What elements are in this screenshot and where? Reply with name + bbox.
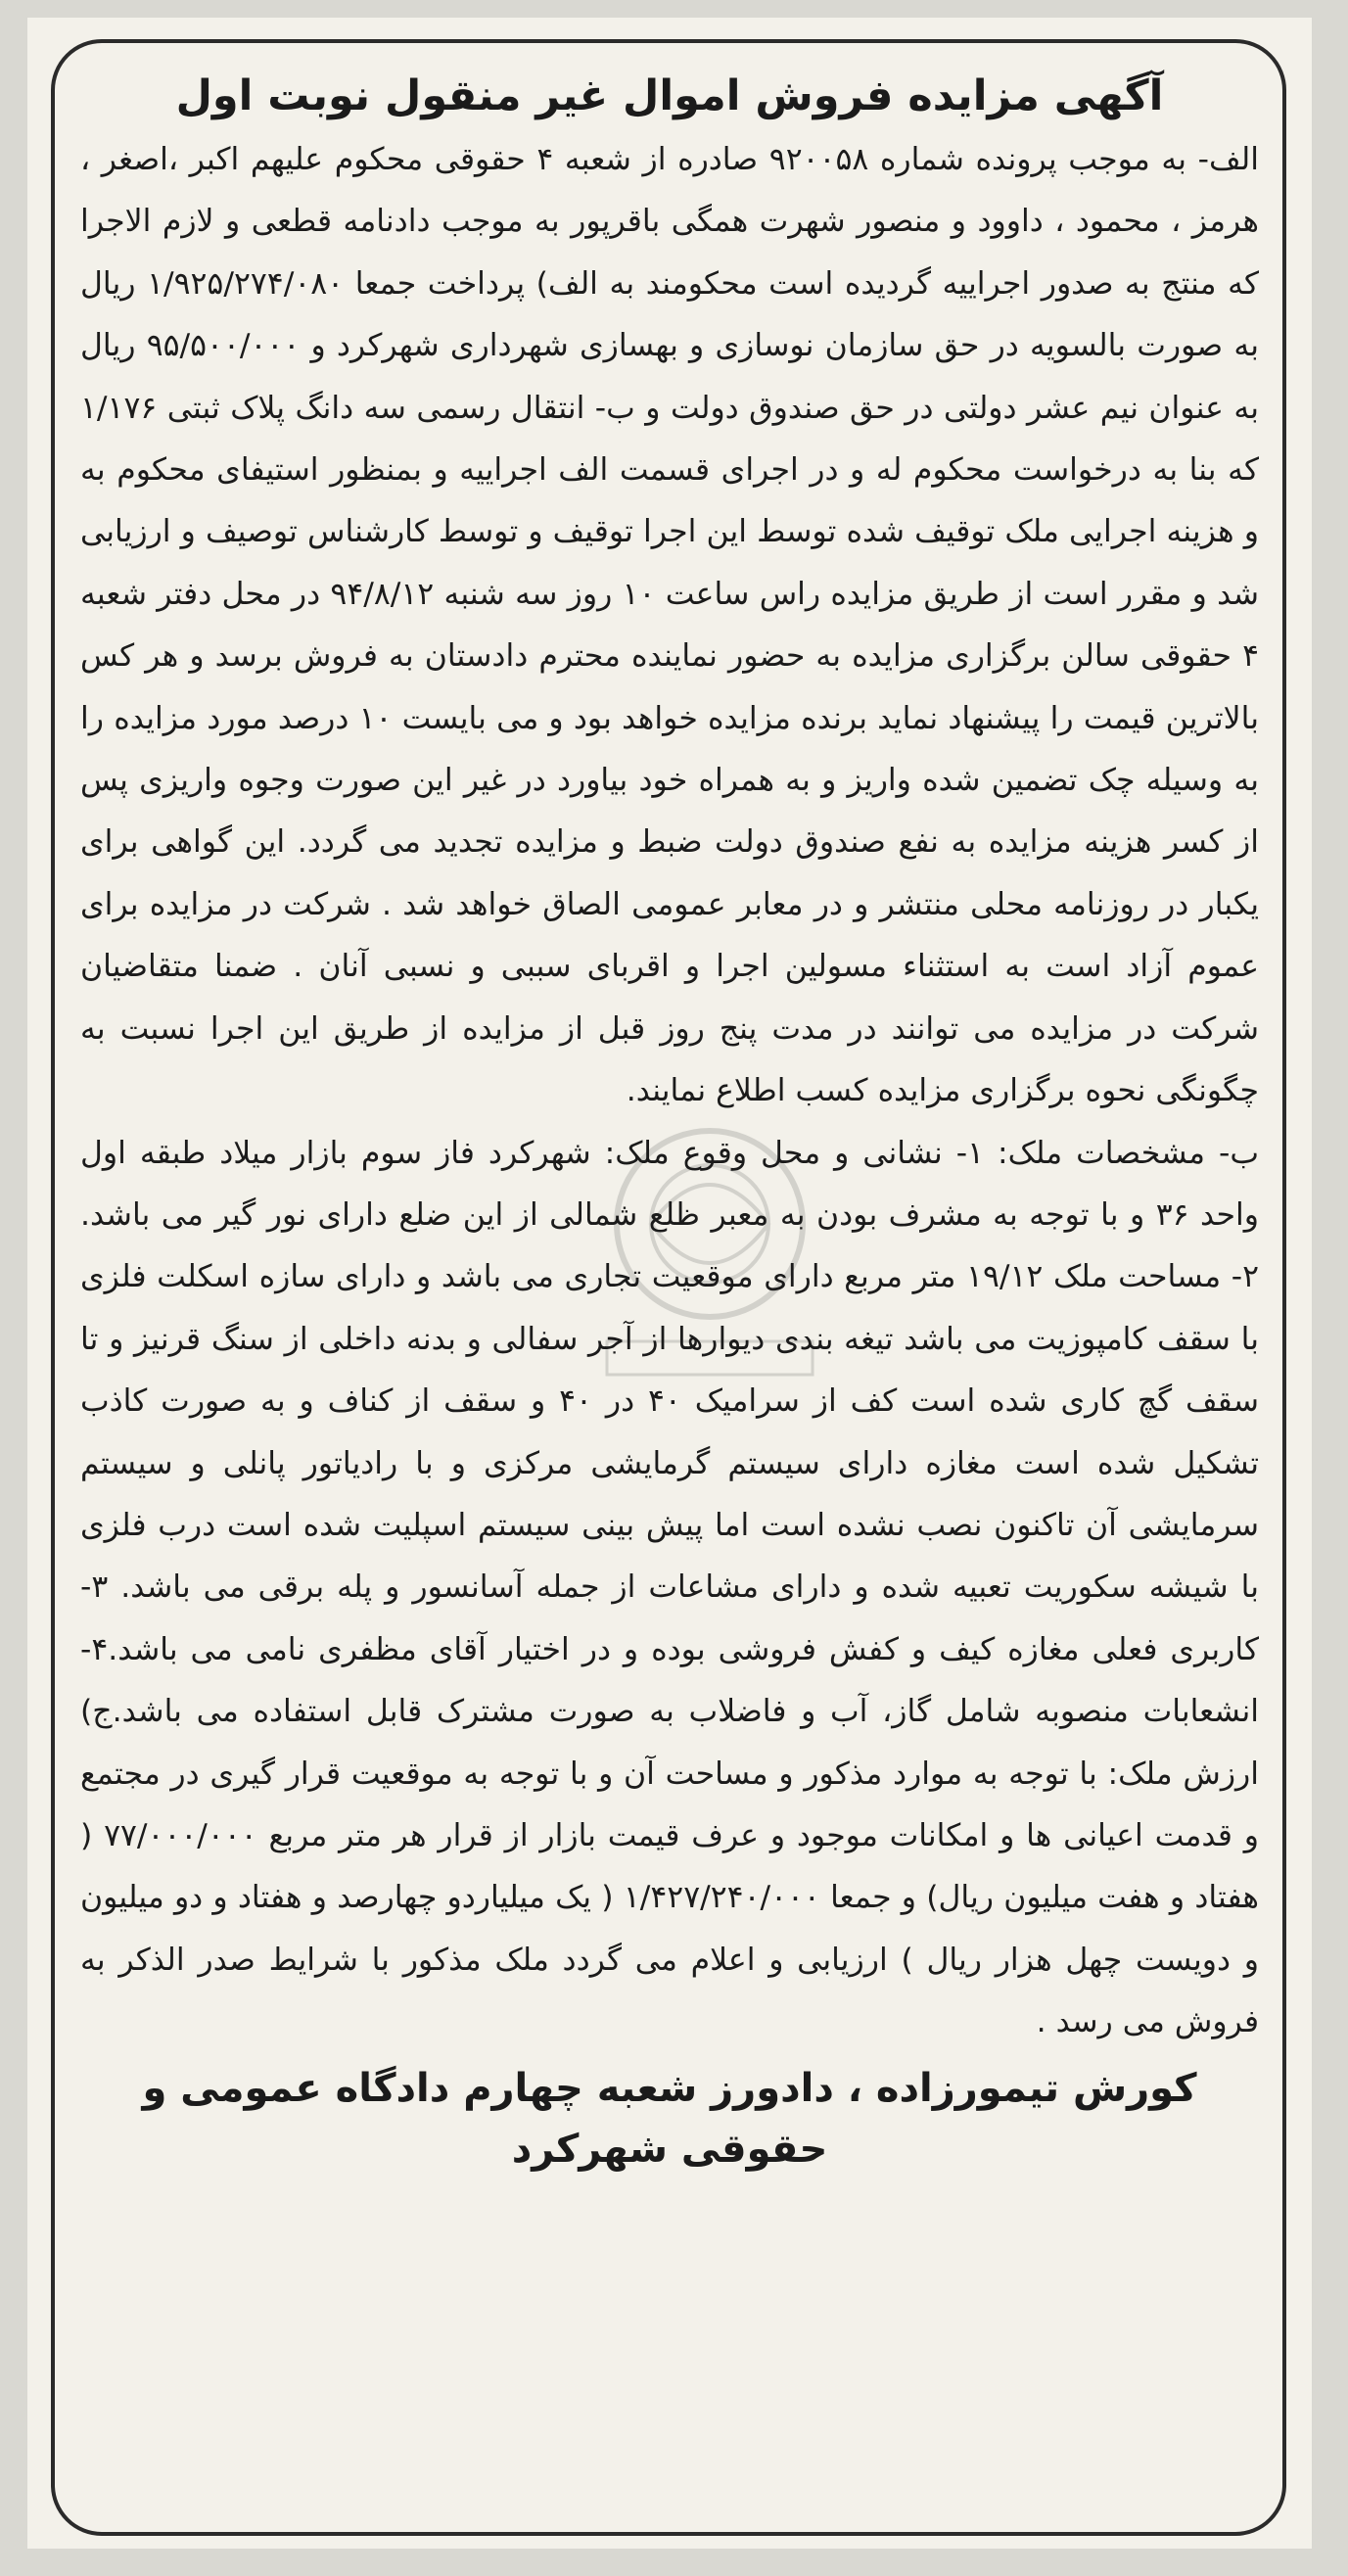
notice-body [80,129,1259,2054]
notice-title: آگهی مزایده فروش اموال غیر منقول نوبت اول [175,71,1164,120]
section-a-paragraph: الف- به موجب پرونده شماره ۹۲۰۰۵۸ صادره از شعبه ۴ حقوقی محکوم علیهم اکبر ،اصغر ، هرمز ، محمود ، داوود و منصور شهرت همگی باقرپور به موجب دادنامه قطعی و لازم الاجرا که منتج به صدور اجراییه گردیده است محکومند به الف) پرداخت جمعا ۱/۹۲۵/۲۷۴/۰۸۰ ریال به صورت بالسویه در حق سازمان نوسازی و بهسازی شهرداری شهرکرد و ۹۵/۵۰۰/۰۰۰ ریال به عنوان نیم عشر دولتی در حق صندوق دولت و ب- انتقال رسمی سه دانگ پلاک ثبتی ۱/۱۷۶ که بنا به درخواست محکوم له و در اجرای قسمت الف اجراییه و بمنظور استیفای محکوم به و هزینه اجرایی ملک توقیف شده توسط این اجرا توقیف و توسط کارشناس توصیف و ارزیابی شد و مقرر است از طریق مزایده راس ساعت ۱۰ روز سه شنبه ۹۴/۸/۱۲ در محل دفتر شعبه ۴ حقوقی سالن برگزاری مزایده به حضور نماینده محترم دادستان به فروش برسد و هر کس بالاترین قیمت را پیشنهاد نماید برنده مزایده خواهد بود و می بایست ۱۰ درصد مورد مزایده را به وسیله چک تضمین شده واریز و به همراه خود بیاورد در غیر این صورت وجوه واریزی پس از کسر هزینه مزایده به نفع صندوق دولت ضبط و مزایده تجدید می گردد. این گواهی برای یکبار در روزنامه محلی منتشر و در معابر عمومی الصاق خواهد شد . شرکت در مزایده برای عموم آزاد است به استثناء مسولین اجرا و اقربای سببی و نسبی آنان . ضمنا متقاضیان شرکت در مزایده می توانند در مدت پنج روز قبل از مزایده از طریق این اجرا نسبت به چگونگی نحوه برگزاری مزایده کسب اطلاع نمایند. [80,142,1260,1109]
section-b-paragraph: ب- مشخصات ملک: ۱- نشانی و محل وقوع ملک: شهرکرد فاز سوم بازار میلاد طبقه اول واحد ۳۶ و با توجه به مشرف بودن به معبر ظلع شمالی از این ضلع دارای نور گیر می باشد. ۲- مساحت ملک ۱۹/۱۲ متر مربع دارای موقعیت تجاری می باشد و دارای سازه اسکلت فلزی با سقف کامپوزیت می باشد تیغه بندی دیوارها از آجر سفالی و بدنه داخلی از سنگ قرنیز و تا سقف گچ کاری شده است کف از سرامیک ۴۰ در ۴۰ و سقف از کناف و به صورت کاذب تشکیل شده است مغازه دارای سیستم گرمایشی مرکزی و با رادیاتور پانلی و سیستم سرمایشی آن تاکنون نصب نشده است اما پیش بینی سیستم اسپلیت شده است درب فلزی با شیشه سکوریت تعبیه شده و دارای مشاعات از جمله آسانسور و پله برقی می باشد. ۳- کاربری فعلی مغازه کیف و کفش فروشی بوده و در اختیار آقای مظفری نامی می باشد.۴- انشعابات منصوبه شامل گاز، آب و فاضلاب به صورت مشترک قابل استفاده می باشد.ج) ارزش ملک: با توجه به موارد مذکور و مساحت آن و با توجه به موقعیت قرار گیری در مجتمع و قدمت اعیانی ها و امکانات موجود و عرف قیمت بازار از قرار هر متر مربع ۷۷/۰۰۰/۰۰۰ ( هفتاد و هفت میلیون ریال) و جمعا ۱/۴۲۷/۲۴۰/۰۰۰ ( یک میلیاردو چهارصد و هفتاد و دو میلیون و دویست چهل هزار ریال ) ارزیابی و اعلام می گردد ملک مذکور با شرایط صدر الذکر به فروش می رسد . [80,1135,1260,2040]
signature-line: کورش تیمورزاده ، دادورز شعبه چهارم دادگاه عمومی و حقوقی شهرکرد [142,2065,1197,2172]
notice-content [80,63,1259,2179]
